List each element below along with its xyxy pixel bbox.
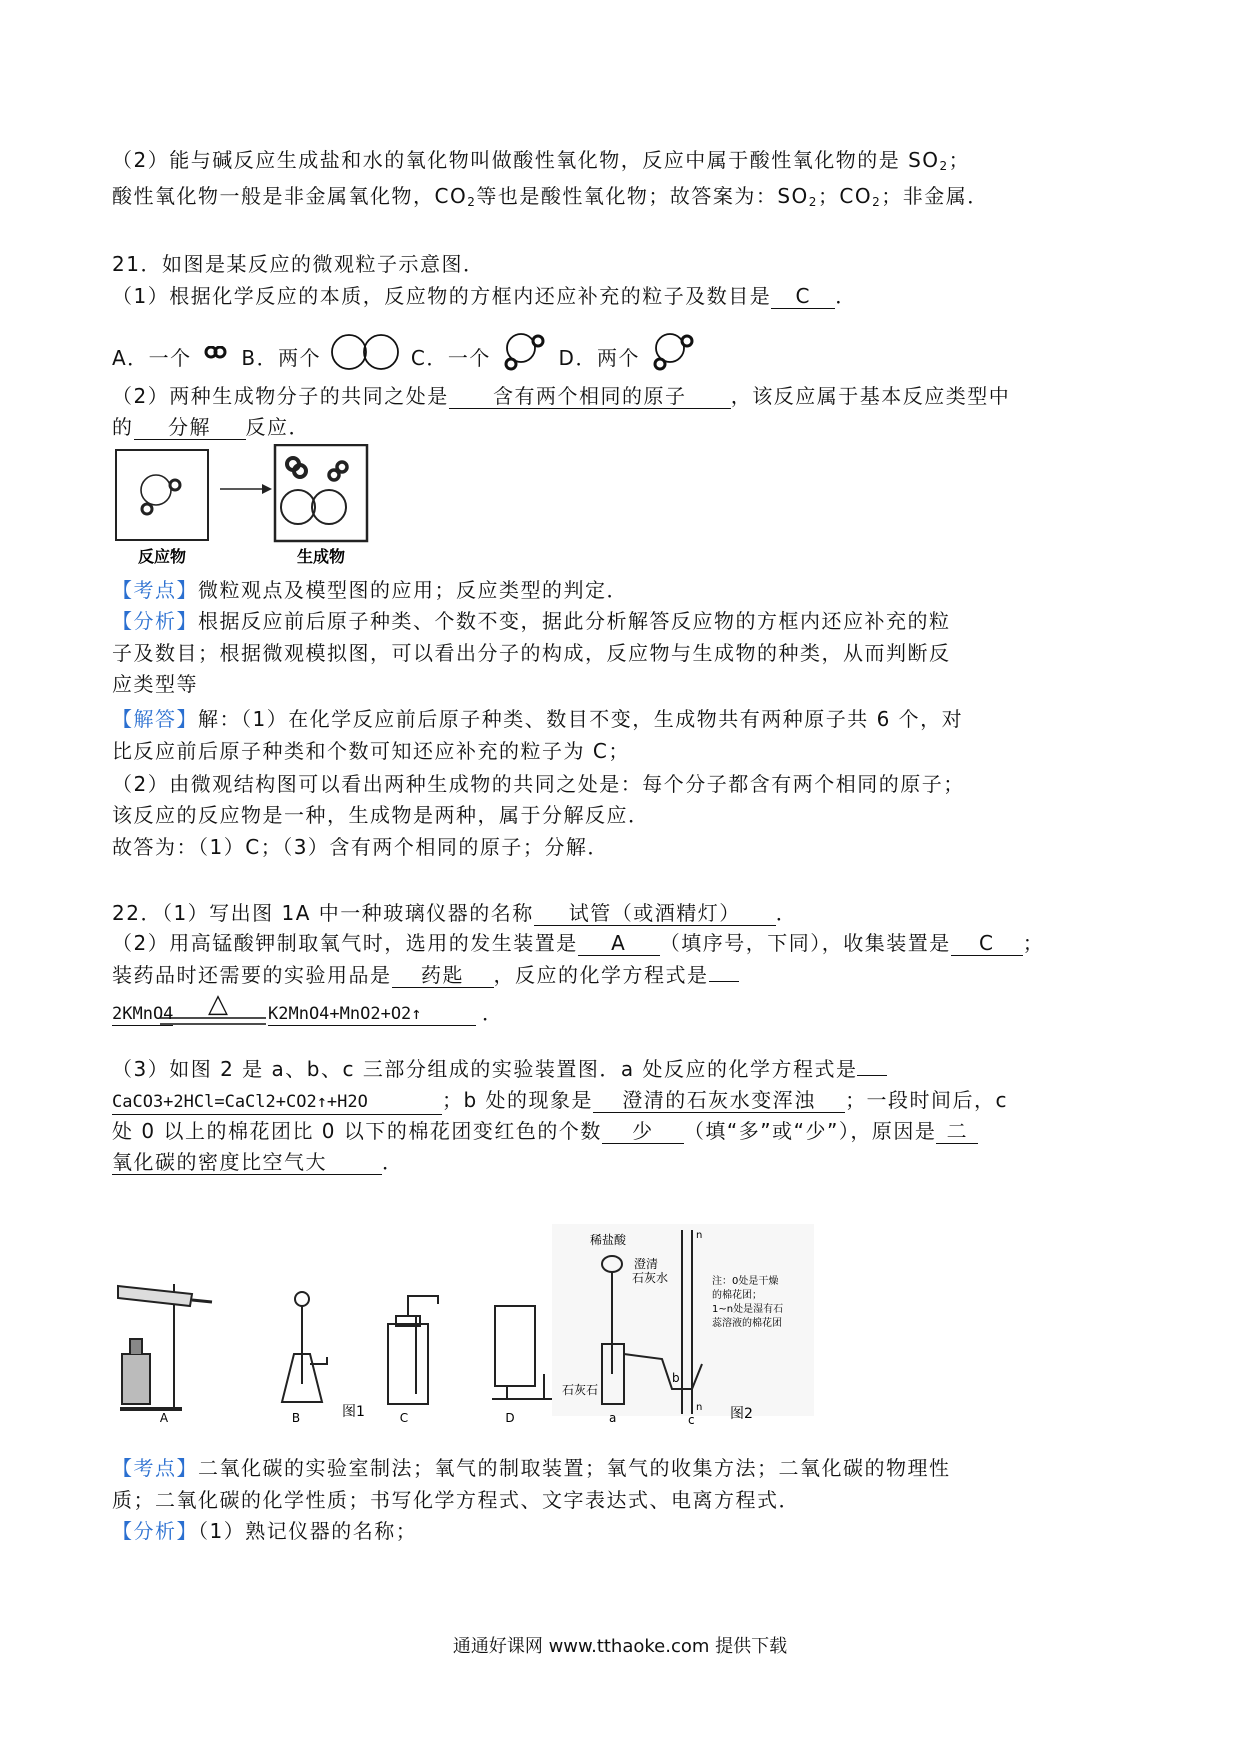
q22-answer-1: 试管（或酒精灯） [534, 901, 776, 926]
apparatus-a-heating-setup [118, 1284, 212, 1409]
product-small-molecule-1 [287, 458, 306, 477]
q21-answer-1: C [771, 284, 835, 309]
q22-part3-eq: CaCO3+2HCl=CaCl2+CO2↑+H2O ；b 处的现象是 澄清的石灰水变浑浊 ；一段时间后，c [112, 1086, 1008, 1115]
reactant-box [116, 450, 208, 540]
product-large-molecule [281, 490, 346, 524]
heating-delta: △ [208, 989, 228, 1019]
product-label: 生成物 [296, 547, 346, 566]
q21-part2b: 的 分解 反应． [112, 415, 310, 439]
q22-part3-c: 氧化碳的密度比空气大 ． [112, 1150, 404, 1174]
molecule-mixed-atoms-icon [499, 328, 551, 372]
q22-fenxi-1: 【分析】（1）熟记仪器的名称； [112, 1519, 418, 1543]
q22-answer-5: CaCO3+2HCl=CaCl2+CO2↑+H2O [112, 1090, 442, 1115]
label-d: D [505, 1411, 515, 1425]
q21-jieda-1: 【解答】解：（1）在化学反应前后原子种类、数目不变，生成物共有两种原子共 6 个，对 [112, 707, 964, 731]
fig2-n-top: n [696, 1230, 703, 1241]
label-b: B [291, 1411, 301, 1425]
q21-part1: （1）根据化学反应的本质，反应物的方框内还应补充的粒子及数目是 C ． [112, 284, 857, 308]
q21-fenxi-3: 应类型等 [112, 672, 198, 696]
q22-answer-6: 澄清的石灰水变浑浊 [593, 1088, 845, 1113]
equation-end: ． [482, 1001, 504, 1025]
q22-part1: 22．（1）写出图 1A 中一种玻璃仪器的名称 试管（或酒精灯） ． [112, 901, 798, 925]
fig2-note-1: 注：0处是干燥 [712, 1276, 779, 1287]
page-footer: 通通好课网 www.tthaoke.com 提供下载 [452, 1636, 788, 1657]
figure-2-caption: 图2 [730, 1406, 753, 1422]
molecule-mixed-atoms-icon [648, 328, 700, 372]
fig2-acid-label: 稀盐酸 [590, 1233, 627, 1247]
fig2-c-label: c [688, 1413, 695, 1427]
q22-answer-2: A [578, 931, 660, 956]
q22-answer-7: 少 [602, 1119, 684, 1144]
q22-kaodian-1: 【考点】二氧化碳的实验室制法；氧气的制取装置；氧气的收集方法；二氧化碳的物理性 [112, 1456, 951, 1480]
q22-answer-8: 氧化碳的密度比空气大 [112, 1150, 382, 1175]
q21-answer-3: 分解 [134, 415, 246, 440]
q22-part3: （3）如图 2 是 a、b、c 三部分组成的实验装置图．a 处反应的化学方程式是 [112, 1055, 887, 1083]
q22-kaodian-2: 质；二氧化碳的化学性质；书写化学方程式、文字表达式、电离方程式． [112, 1488, 800, 1512]
q22-part2b: 装药品时还需要的实验用品是 药匙 ，反应的化学方程式是 [112, 961, 739, 989]
equation-equals-sign [158, 1015, 268, 1027]
q21-fenxi-1: 【分析】根据反应前后原子种类、个数不变，据此分析解答反应物的方框内还应补充的粒 [112, 609, 951, 633]
fig2-note-2: 的棉花团； [712, 1290, 762, 1301]
apparatus-b-flask [282, 1292, 327, 1402]
fig2-lime-label-2: 石灰水 [632, 1271, 669, 1285]
product-small-molecule-2 [329, 462, 347, 480]
fig2-stone-label: 石灰石 [562, 1383, 599, 1397]
apparatus-c-gas-bottle [388, 1296, 438, 1404]
apparatus-figure [112, 1224, 912, 1430]
fig2-a-label: a [609, 1411, 617, 1425]
q21-answer-2: 含有两个相同的原子 [449, 384, 731, 409]
q21-jieda-4: 该反应的反应物是一种，生成物是两种，属于分解反应． [112, 803, 650, 827]
figure-1-caption: 图1 [342, 1404, 365, 1420]
q22-answer-3: C [951, 931, 1023, 956]
reactant-molecule [141, 475, 180, 514]
fig2-note-4: 蕊溶液的棉花团 [712, 1318, 782, 1329]
fig2-b-label: b [672, 1371, 680, 1385]
q21-jieda-5: 故答为：（1）C；（3）含有两个相同的原子；分解． [112, 835, 609, 859]
q21-options: A．一个 B．两个 C．一个 D．两个 [112, 328, 700, 372]
q21-kaodian: 【考点】微粒观点及模型图的应用；反应类型的判定． [112, 578, 628, 602]
molecule-two-small-atoms-icon [200, 346, 234, 372]
fig2-lime-label-1: 澄清 [634, 1257, 659, 1271]
q21-part2: （2）两种生成物分子的共同之处是 含有两个相同的原子 ，该反应属于基本反应类型中 [112, 384, 1011, 408]
q20-line-1: （2）能与碱反应生成盐和水的氧化物叫做酸性氧化物，反应中属于酸性氧化物的是 $SO_2$； [112, 148, 971, 173]
q21-title: 21．如图是某反应的微观粒子示意图． [112, 252, 485, 276]
apparatus-d-inverted-bottle [492, 1306, 552, 1399]
q22-answer-4: 药匙 [392, 963, 494, 988]
molecule-two-large-atoms-icon [329, 332, 403, 372]
label-c: C [399, 1411, 409, 1425]
reactant-label: 反应物 [137, 547, 187, 566]
q21-jieda-3: （2）由微观结构图可以看出两种生成物的共同之处是：每个分子都含有两个相同的原子； [112, 772, 965, 796]
q20-line-2: 酸性氧化物一般是非金属氧化物，$CO_2$等也是酸性氧化物；故答案为：$SO_2$；$CO_2$；非金属． [112, 184, 989, 209]
fig2-n-bottom: n [696, 1402, 703, 1413]
equation-kmno4-left: 2KMnO4 [112, 1004, 174, 1024]
fig2-note-3: 1~n处是湿有石 [712, 1304, 784, 1315]
q22-part3-b: 处 0 以上的棉花团比 0 以下的棉花团变红色的个数 少 （填“多”或“少”），原因是 二 [112, 1117, 978, 1145]
equation-kmno4-right: K2MnO4+MnO2+O2↑ [268, 1003, 476, 1026]
q21-jieda-2: 比反应前后原子种类和个数可知还应补充的粒子为 C； [112, 739, 630, 763]
q22-part2: （2）用高锰酸钾制取氧气时，选用的发生装置是 A （填序号，下同），收集装置是 C ； [112, 931, 1045, 955]
label-a: A [159, 1411, 169, 1425]
reaction-diagram [112, 444, 372, 570]
q21-fenxi-2: 子及数目；根据微观模拟图，可以看出分子的构成，反应物与生成物的种类，从而判断反 [112, 641, 951, 665]
